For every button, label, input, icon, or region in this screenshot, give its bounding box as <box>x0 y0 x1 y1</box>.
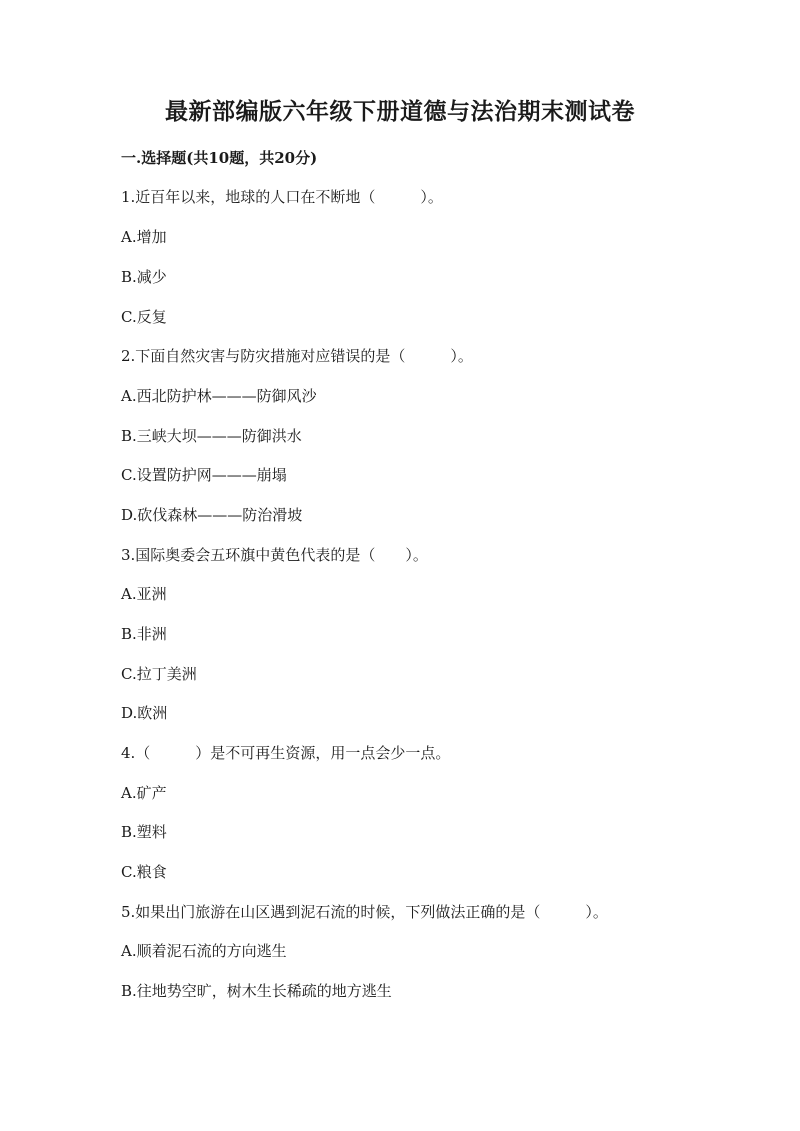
question-3-option-a: A.亚洲 <box>121 585 167 603</box>
page-title: 最新部编版六年级下册道德与法治期末测试卷 <box>165 98 635 125</box>
question-4-option-b: B.塑料 <box>121 823 167 841</box>
question-4-option-a: A.矿产 <box>121 784 167 802</box>
question-2-option-a: A.西北防护林———防御风沙 <box>121 387 317 405</box>
question-3-option-d: D.欧洲 <box>121 704 168 722</box>
question-1-option-c: C.反复 <box>121 308 167 326</box>
question-4-stem: 4.（ ）是不可再生资源，用一点会少一点。 <box>121 744 451 762</box>
question-1-option-b: B.减少 <box>121 268 167 286</box>
question-2-stem: 2.下面自然灾害与防灾措施对应错误的是（ ）。 <box>121 347 473 365</box>
question-2-option-b: B.三峡大坝———防御洪水 <box>121 427 302 445</box>
question-1-option-a: A.增加 <box>121 228 167 246</box>
question-2-option-d: D.砍伐森林———防治滑坡 <box>121 506 303 524</box>
question-3-stem: 3.国际奥委会五环旗中黄色代表的是（ ）。 <box>121 546 428 564</box>
question-5-stem: 5.如果出门旅游在山区遇到泥石流的时候，下列做法正确的是（ ）。 <box>121 903 608 921</box>
question-3-option-c: C.拉丁美洲 <box>121 665 197 683</box>
question-2-option-c: C.设置防护网———崩塌 <box>121 466 287 484</box>
question-5-option-a: A.顺着泥石流的方向逃生 <box>121 942 287 960</box>
question-3-option-b: B.非洲 <box>121 625 167 643</box>
question-5-option-b: B.往地势空旷，树木生长稀疏的地方逃生 <box>121 982 392 1000</box>
section-header: 一.选择题(共10题，共20分) <box>121 149 318 167</box>
question-4-option-c: C.粮食 <box>121 863 167 881</box>
question-1-stem: 1.近百年以来，地球的人口在不断地（ ）。 <box>121 188 443 206</box>
